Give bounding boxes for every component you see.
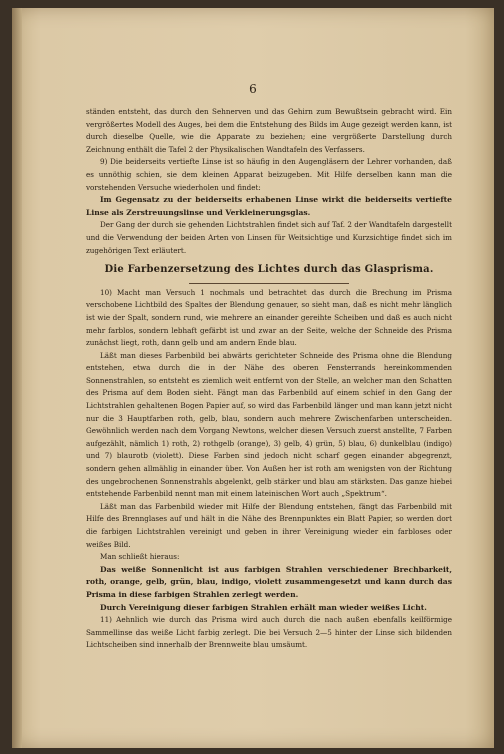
paragraph-4: Der Gang der durch sie gehenden Lichtstrahlen findet sich auf Taf. 2 der Wandtafeln dargestellt und die Verwendung der beiden Arten von Linsen für Weitsichtige und Kurzsichtige findet sich im zugehörigen Text erläutert. <box>86 220 452 255</box>
paragraph-10-bold: Durch Vereinigung dieser farbigen Strahlen erhält man wieder weißes Licht. <box>100 602 427 612</box>
page-number: 6 <box>249 82 257 96</box>
paragraph-11: 11) Aehnlich wie durch das Prisma wird auch durch die nach außen ebenfalls keilförmige Sammellinse das weiße Licht farbig zerlegt. Die bei Versuch 2—5 hinter der Linse sich bildenden Lichtscheiben sind innerhalb der Brennweite blau umsäumt. <box>86 615 452 650</box>
paragraph-9-bold: Das weiße Sonnenlicht ist aus farbigen Strahlen verschiedener Brechbarkeit, roth, orange, gelb, grün, blau, indigo, violett zusammengesetzt und kann durch das Prisma in diese farbigen Strahlen zerlegt werden. <box>86 564 452 599</box>
paragraph-2: 9) Die beiderseits vertiefte Linse ist so häufig in den Augengläsern der Lehrer vorhanden, daß es unnöthig schien, sie dem kleinen Apparat beizugeben. Mit Hilfe derselben kann man die vorstehenden Versuche wiederholen und findet: <box>86 157 452 192</box>
paragraph-1: ständen entsteht, das durch den Sehnerven und das Gehirn zum Bewußtsein gebracht wird. Ein vergrößertes Modell des Auges, bei dem die Entstehung des Bilds im Auge gezeigt werden kann, ist durch dieselbe Quelle, wie die Apparate zu beziehen; eine vergrößerte Darstellung durch Zeichnung enthält die Tafel 2 der Physikalischen Wandtafeln des Verfassers. <box>86 107 452 154</box>
paragraph-8: Man schließt hieraus: <box>100 552 180 562</box>
paragraph-6: Läßt man dieses Farbenbild bei abwärts gerichteter Schneide des Prisma ohne die Blendung entstehen, etwa durch die in der Nähe des oberen Fensterrands hereinkommenden Sonnenstrahlen, so entsteht es ziemlich weit entfernt von der Stelle, an welcher man den Schatten des Prisma auf dem Boden sieht. Fängt man das Farbenbild auf einem schief in den Gang der Lichtstrahlen gehaltenen Bogen Papier auf, so wird das Farbenbild länger und man kann jetzt nicht nur die 3 Hauptfarben roth, gelb, blau, sondern auch mehrere Zwischenfarben unterscheiden. Gewöhnlich werden nach dem Vorgang Newtons, welcher diesen Versuch zuerst anstellte, 7 Farben aufgezählt, nämlich 1) roth, 2) rothgelb (orange), 3) gelb, 4) grün, 5) blau, 6) dunkelblau (indigo) und 7) blaurotb (violett). Diese Farben sind jedoch nicht scharf gegen einander abgegrenzt, sondern gehen allmählig in einander über. Von Außen her ist roth am wenigsten von der Richtung des ungebrochenen Sonnenstrahls abgelenkt, gelb stärker und blau am stärksten. Das ganze hiebei entstehende Farbenbild nennt man mit einem lateinischen Wort auch „Spektrum“. <box>86 350 452 499</box>
paragraph-5: 10) Macht man Versuch 1 nochmals und betrachtet das durch die Brechung im Prisma verschobene Lichtbild des Spaltes der Blendung genauer, so sieht man, daß es nicht mehr länglich ist wie der Spalt, sondern rund, wie mehrere an einander gereihte Scheiben und daß es auch nicht mehr farblos, sondern lebhaft gefärbt ist und zwar an der Seite, welche der Schneide des Prisma zunächst liegt, roth, dann gelb und am andern Ende blau. <box>86 287 452 348</box>
paragraph-7: Läßt man das Farbenbild wieder mit Hilfe der Blendung entstehen, fängt das Farbenbild mit Hilfe des Brennglases auf und hält in die Nähe des Brennpunktes ein Blatt Papier, so werden dort die farbigen Lichtstrahlen vereinigt und geben in ihrer Vereinigung wieder ein farbloses oder weißes Bild. <box>86 501 452 549</box>
page-content <box>86 106 452 652</box>
page-binding-edge <box>12 8 22 748</box>
section-heading: Die Farbenzersetzung des Lichtes durch das Glasprisma. <box>104 264 434 276</box>
book-page <box>12 8 494 748</box>
paragraph-3-bold: Im Gegensatz zu der beiderseits erhabenen Linse wirkt die beiderseits vertiefte Linse als Zerstreuungslinse und Verkleinerungsglas. <box>86 195 452 217</box>
